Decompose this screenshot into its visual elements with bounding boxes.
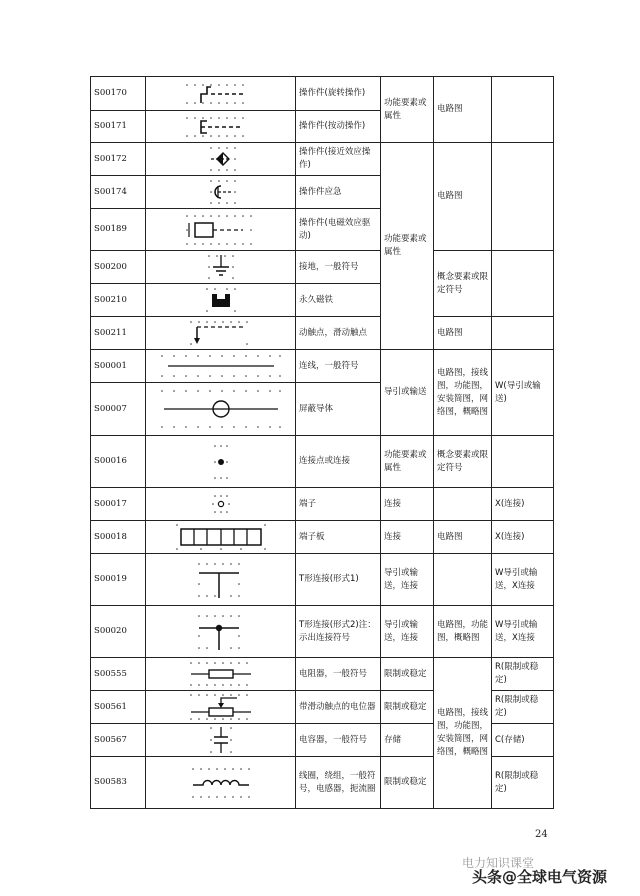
letter-code: W导引或输送，X连接 <box>492 606 554 658</box>
symbol-name: 接地，一般符号 <box>296 251 381 284</box>
applicable-diagrams <box>434 554 492 606</box>
letter-code <box>492 77 554 143</box>
table-row <box>91 606 554 658</box>
connection-line-icon <box>156 351 286 381</box>
emergency-operator-icon <box>181 177 261 207</box>
table-row <box>91 143 554 176</box>
symbol-code: S00210 <box>91 284 146 317</box>
letter-code <box>492 317 554 350</box>
terminal-strip-icon <box>171 522 271 552</box>
potentiometer-icon <box>181 692 261 722</box>
symbol-name: 电容器，一般符号 <box>296 724 381 757</box>
applicable-diagrams: 电路图 <box>434 77 492 143</box>
symbol-graphic <box>146 724 296 757</box>
symbol-code: S00020 <box>91 606 146 658</box>
symbol-code: S00018 <box>91 521 146 554</box>
application-category: 连接 <box>381 521 434 554</box>
symbol-name: 连线，一般符号 <box>296 350 381 383</box>
symbol-name: 屏蔽导体 <box>296 383 381 436</box>
symbol-name: 操作件(电磁效应驱动) <box>296 209 381 251</box>
symbol-code: S00171 <box>91 111 146 143</box>
resistor-icon <box>181 659 261 689</box>
application-category: 限制或稳定 <box>381 658 434 691</box>
t-junction-icon <box>181 556 261 604</box>
table-row <box>91 77 554 111</box>
t-junction-dot-icon <box>181 608 261 656</box>
letter-code <box>492 251 554 317</box>
symbol-graphic <box>146 143 296 176</box>
symbol-graphic <box>146 77 296 111</box>
symbol-name: 带滑动触点的电位器 <box>296 691 381 724</box>
symbol-code: S00007 <box>91 383 146 436</box>
symbol-graphic <box>146 691 296 724</box>
symbol-code: S00211 <box>91 317 146 350</box>
symbol-name: 电阻器，一般符号 <box>296 658 381 691</box>
application-category: 导引或输送，连接 <box>381 554 434 606</box>
symbol-name: T形连接(形式1) <box>296 554 381 606</box>
symbol-code: S00200 <box>91 251 146 284</box>
symbol-graphic <box>146 554 296 606</box>
symbol-graphic <box>146 383 296 436</box>
applicable-diagrams: 概念要素或限定符号 <box>434 436 492 488</box>
symbol-graphic <box>146 606 296 658</box>
symbol-table <box>90 76 554 809</box>
letter-code: W导引或输送，X连接 <box>492 554 554 606</box>
symbol-name: 操作件应急 <box>296 176 381 209</box>
table-row <box>91 317 554 350</box>
symbol-graphic <box>146 658 296 691</box>
symbol-name: 线圈，绕组，一般符号，电感器，扼流圈 <box>296 757 381 809</box>
symbol-code: S00001 <box>91 350 146 383</box>
symbol-name: 端子 <box>296 488 381 521</box>
letter-code: R(限制或稳定) <box>492 757 554 809</box>
symbol-graphic <box>146 436 296 488</box>
connection-point-icon <box>181 438 261 486</box>
letter-code: X(连接) <box>492 521 554 554</box>
symbol-code: S00172 <box>91 143 146 176</box>
symbol-graphic <box>146 488 296 521</box>
source-credit: 头条@全球电气资源 <box>472 868 608 886</box>
applicable-diagrams: 电路图 <box>434 317 492 350</box>
letter-code <box>492 436 554 488</box>
symbol-code: S00017 <box>91 488 146 521</box>
application-category: 存储 <box>381 724 434 757</box>
symbol-code: S00019 <box>91 554 146 606</box>
letter-code: R(限制或稳定) <box>492 691 554 724</box>
application-category: 限制或稳定 <box>381 757 434 809</box>
letter-code: R(限制或稳定) <box>492 658 554 691</box>
sliding-contact-icon <box>181 318 261 348</box>
capacitor-icon <box>181 725 261 755</box>
symbol-code: S00016 <box>91 436 146 488</box>
symbol-name: 操作件(接近效应操作) <box>296 143 381 176</box>
permanent-magnet-icon <box>181 285 261 315</box>
symbol-name: 动触点，滑动触点 <box>296 317 381 350</box>
table-row <box>91 436 554 488</box>
symbol-name: T形连接(形式2)注：示出连接符号 <box>296 606 381 658</box>
applicable-diagrams: 概念要素或限定符号 <box>434 251 492 317</box>
symbol-graphic <box>146 111 296 143</box>
symbol-graphic <box>146 251 296 284</box>
page-number: 24 <box>535 829 548 840</box>
rotary-operator-icon <box>181 79 261 109</box>
applicable-diagrams <box>434 488 492 521</box>
table-row <box>91 521 554 554</box>
symbol-name: 操作件(按动操作) <box>296 111 381 143</box>
symbol-graphic <box>146 317 296 350</box>
symbol-code: S00567 <box>91 724 146 757</box>
symbol-code: S00170 <box>91 77 146 111</box>
symbol-name: 永久磁铁 <box>296 284 381 317</box>
symbol-graphic <box>146 209 296 251</box>
applicable-diagrams: 电路图 <box>434 521 492 554</box>
symbol-graphic <box>146 757 296 809</box>
applicable-diagrams: 电路图，功能图，概略图 <box>434 606 492 658</box>
symbol-name: 连接点或连接 <box>296 436 381 488</box>
table-row <box>91 350 554 383</box>
applicable-diagrams: 电路图，接线图，功能图，安装简图，网络图，概略图 <box>434 350 492 436</box>
table-row <box>91 488 554 521</box>
letter-code <box>492 143 554 251</box>
symbol-graphic <box>146 350 296 383</box>
letter-code: W(导引或输送) <box>492 350 554 436</box>
push-operator-icon <box>181 113 261 141</box>
symbol-graphic <box>146 176 296 209</box>
symbol-name: 端子板 <box>296 521 381 554</box>
symbol-graphic <box>146 284 296 317</box>
table-row <box>91 251 554 284</box>
watermark-text: 电力知识课堂 <box>462 856 535 870</box>
table-row <box>91 554 554 606</box>
application-category: 功能要素或属性 <box>381 143 434 350</box>
shielded-conductor-icon <box>156 385 286 433</box>
symbol-code: S00555 <box>91 658 146 691</box>
electromagnetic-operator-icon <box>181 211 261 249</box>
terminal-icon <box>181 489 261 519</box>
symbol-code: S00174 <box>91 176 146 209</box>
symbol-code: S00583 <box>91 757 146 809</box>
application-category: 限制或稳定 <box>381 691 434 724</box>
applicable-diagrams: 电路图，接线图，功能图，安装简图，网络图，概略图 <box>434 658 492 809</box>
letter-code: X(连接) <box>492 488 554 521</box>
applicable-diagrams: 电路图 <box>434 143 492 251</box>
application-category: 导引或输送 <box>381 350 434 436</box>
application-category: 导引或输送，连接 <box>381 606 434 658</box>
symbol-name: 操作件(旋转操作) <box>296 77 381 111</box>
letter-code: C(存储) <box>492 724 554 757</box>
inductor-coil-icon <box>181 759 261 807</box>
table-row <box>91 658 554 691</box>
symbol-code: S00189 <box>91 209 146 251</box>
application-category: 连接 <box>381 488 434 521</box>
proximity-operator-icon <box>181 144 261 174</box>
earth-ground-icon <box>181 252 261 282</box>
symbol-code: S00561 <box>91 691 146 724</box>
application-category: 功能要素或属性 <box>381 436 434 488</box>
symbol-graphic <box>146 521 296 554</box>
application-category: 功能要素或属性 <box>381 77 434 143</box>
